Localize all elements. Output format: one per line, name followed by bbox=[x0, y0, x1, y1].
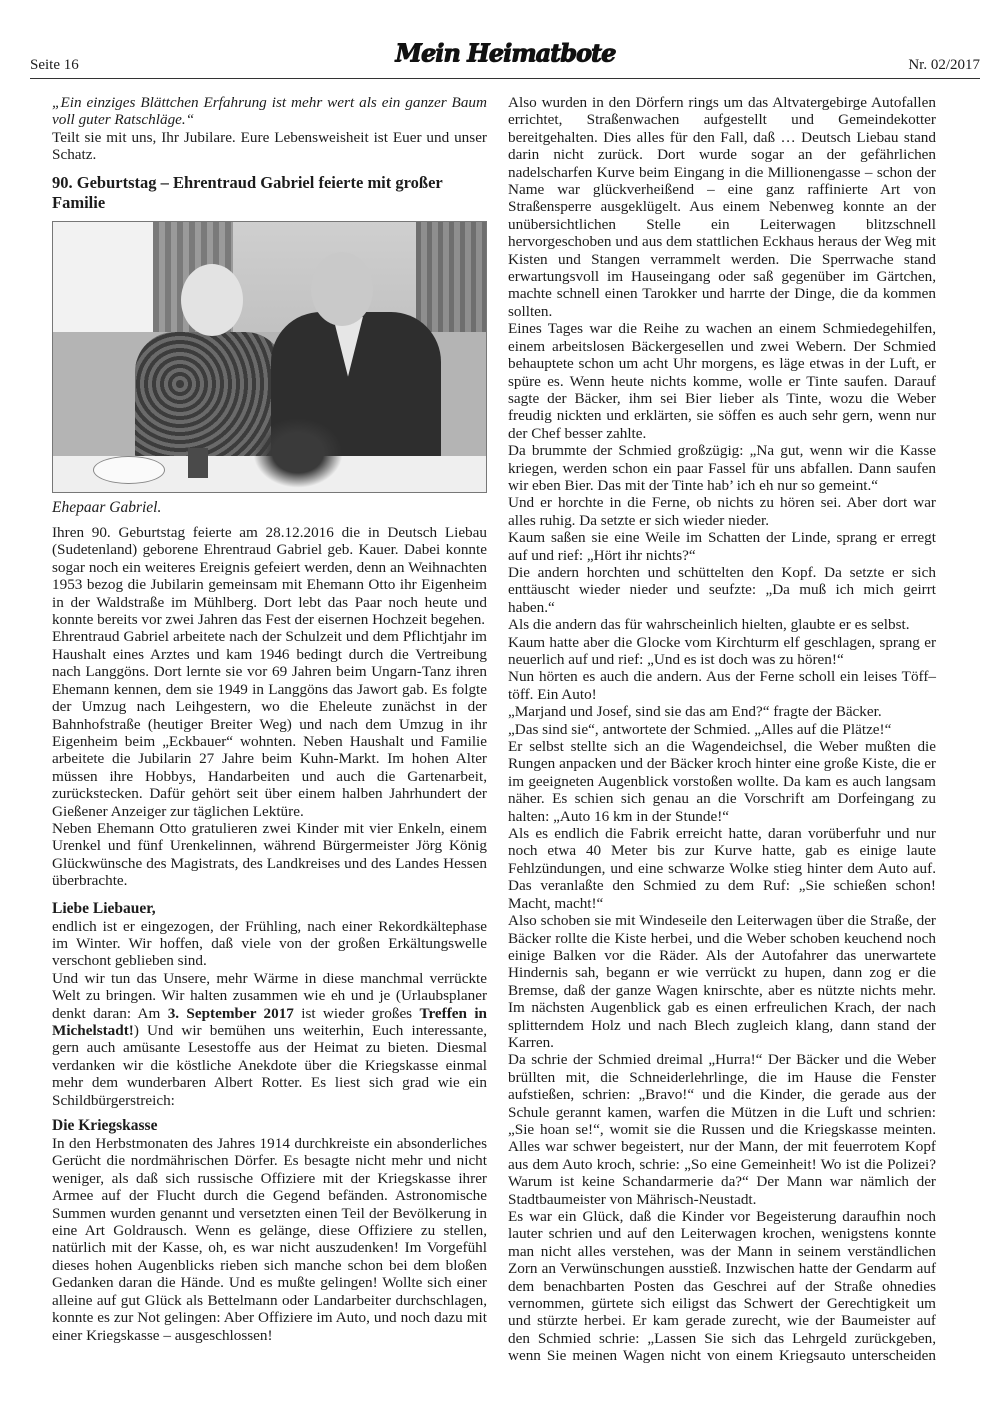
page-header bbox=[30, 40, 980, 78]
story-paragraph: Als die andern das für wahrscheinlich hielten, glaubte er es selbst. bbox=[508, 616, 910, 634]
article-paragraph: Ehrentraud Gabriel arbeitete nach der Schulzeit und dem Pflichtjahr im Haushalt eines Arztes und kam 1946 bedingt durch die Vertreibung nach Langgöns. Dort lernte sie vor 69 Jahren beim Ungarn-Tanz ihren Ehemann kennen, dem sie 1949 in Langgöns das Jawort gab. Es folgte der Umzug nach Leihgestern, wo die Eheleute zunächst in der Bahnhofstraße (heutiger Breiter Weg) und nach dem Umzug in ihr Eigenheim beim „Eckbauer“ wohnten. Neben Haushalt und Familie arbeitete die Jubilarin 27 Jahre beim Kuhn-Markt. Im hohen Alter müssen ihre Hobbys, Handarbeiten und auch die Gartenarbeit, zurückstecken. Dafür gehört seit über einem halben Jahrhundert der Gießener Anzeiger zur täglichen Lektüre. bbox=[52, 628, 487, 820]
left-column bbox=[52, 94, 487, 1344]
article-title: 90. Geburtstag – Ehrentraud Gabriel feierte mit großer Familie bbox=[52, 172, 443, 212]
photo-glass bbox=[188, 448, 208, 478]
story-paragraph: Und er horchte in die Ferne, ob nichts zu hören sei. Aber dort war alles ruhig. Da setzte er sich wieder nieder. bbox=[508, 494, 936, 529]
photo-man-head bbox=[311, 252, 373, 326]
event-date: 3. September 2017 bbox=[167, 1004, 294, 1022]
story-paragraph: Also schoben sie mit Windeseile den Leiterwagen über die Straße, der Bäcker rollte die Kiste herbei, und die Weber schoben keuchend noch einige Balken vor die Räder. Als der Autofahrer das unerwartete Hindernis sah, begann er wie verrückt zu hupen, dann zog er die Bremse, daß der ganze Wagen knirschte, aber es nützte nichts mehr. Im nächsten Augenblick gab es einen erfreulichen Krach, der nach splitterndem Holz und nach Blech zugleich klang, dann stand der Karren. bbox=[508, 912, 936, 1051]
story-paragraph: Als es endlich die Fabrik erreicht hatte, daran vorüberfuhr und nur noch etwa 40 Meter bis zur Kurve hatte, gab es einige laute Fehlzündungen, und eine schwarze Wolke stieg hinter dem Auto auf. Das veranlaßte den Schmied zu dem Ruf: „Sie schießen schon! Macht, macht!“ bbox=[508, 825, 936, 912]
couple-photo bbox=[52, 221, 487, 493]
greeting-paragraph: endlich ist er eingezogen, der Frühling, nach einer Rekordkältephase im Winter. Wir hoffen, daß viele von der großen Erkältungswelle verschont geblieben sind. bbox=[52, 917, 487, 970]
story-paragraph: Eines Tages war die Reihe zu wachen an einem Schmiedegehilfen, einem arbeitslosen Bäckergesellen und zwei Webern. Der Schmied behauptete schon um acht Uhr morgens, es läge etwas in der Luft, er spüre es. Wenn heute nichts komme, wolle er Tinte saufen. Darauf sagte der Bäcker, ihm sei Bier lieber als Tinte, wozu die Weber freudig nickten und erklärten, sie söffen es auch sehr gern, wenn nur der Chef besser zahlte. bbox=[508, 320, 936, 442]
story-paragraph: „Marjand und Josef, sind sie das am End?“ fragte der Bäcker. bbox=[508, 703, 882, 721]
story-paragraph: In den Herbstmonaten des Jahres 1914 durchkreiste ein absonderliches Gerücht die nordmährischen Dörfer. Es besagte nicht mehr und nicht weniger, als daß sich russische Offiziere mit der Kriegskasse ihrer Armee auf der Flucht durch die Gegend befänden. Astronomische Summen wurden genannt und versetzten einen Teil der Bevölkerung in eine Art Goldrausch. Wenn es gelänge, diese Offiziere zu stellen, natürlich mit der Kasse, oh, es war nicht auszudenken! Im Vorgefühl dieses hohen Augenblicks rieben sich manche schon bei dem bloßen Gedanken daran die Hände. Und es mußte gelingen! Wollte sich einer alleine auf gut Glück als Bettelmann oder Landarbeiter durchschlagen, konnte es zur Not gelingen: Aber Offiziere im Auto, und noch dazu mit einer Kriegskasse – ausgeschlossen! bbox=[52, 1135, 487, 1344]
story-title: Die Kriegskasse bbox=[52, 1117, 158, 1135]
story-paragraph: Er selbst stellte sich an die Wagendeichsel, die Weber mußten die Rungen anpacken und der Bäcker kroch hinter eine große Kiste, die er im geeigneten Augenblick vorstoßen wollte. Da kam es auch langsam näher. Es schien sich genau an die Vorschrift am Dorfeingang zu halten: „Auto 16 km in der Stunde!“ bbox=[508, 738, 936, 825]
quote: „Ein einziges Blättchen Erfahrung ist mehr wert als ein ganzer Baum voll guter Ratschläge.“ bbox=[52, 94, 487, 129]
photo-caption: Ehepaar Gabriel. bbox=[52, 498, 162, 516]
issue-number: Nr. 02/2017 bbox=[908, 57, 980, 73]
story-paragraph: „Das sind sie“, antwortete der Schmied. „Alles auf die Plätze!“ bbox=[508, 720, 892, 738]
article-paragraph: Neben Ehemann Otto gratulieren zwei Kinder mit vier Enkeln, einem Urenkel und fünf Urenkelinnen, während Bürgermeister Jörg König Glückwünsche des Magistrats, des Landkreises und des Landes Hessen überbrachte. bbox=[52, 819, 487, 890]
photo-plate bbox=[93, 456, 165, 484]
quote-follow-text: Teilt sie mit uns, Ihr Jubilare. Eure Lebensweisheit ist Euer und unser Schatz. bbox=[52, 128, 487, 164]
masthead-logo: Mein Heimatbote bbox=[395, 38, 615, 67]
photo-window bbox=[53, 222, 168, 332]
photo-plant bbox=[253, 418, 343, 488]
header-divider bbox=[30, 78, 980, 79]
story-paragraph: Kaum hatte aber die Glocke vom Kirchturm elf geschlagen, sprang er neuerlich auf und rief: „Und es ist doch was zu hören!“ bbox=[508, 633, 936, 668]
story-paragraph: Kaum saßen sie eine Weile im Schatten der Linde, sprang er erregt auf und rief: „Hört ihr nichts?“ bbox=[508, 529, 936, 564]
greeting-paragraph-2: Und wir tun das Unsere, mehr Wärme in diese manchmal verrückte Welt zu bringen. Wir halten zusammen wie eh und je (Urlaubsplaner denkt daran: Am 3. September 2017 ist wieder großes Treffen in Michelstadt!) Und wir bemühen uns weiterhin, Euch interessante, gern auch amüsante Lesestoffe aus der Heimat zu bieten. Diesmal verdanken wir die köstliche Anekdote über die Kriegskasse einmal mehr dem wunderbaren Albert Rotter. Es liest sich grad wie ein Schildbürgerstreich: bbox=[52, 969, 487, 1109]
greeting-title: Liebe Liebauer, bbox=[52, 899, 156, 917]
article-paragraph: Ihren 90. Geburtstag feierte am 28.12.2016 die in Deutsch Liebau (Sudetenland) geborene Ehrentraud Gabriel geb. Kauer. Dabei konnte sogar noch ein weiteres Ereignis gefeiert werden, denn an Weihnachten 1953 bezog die Jubilarin gemeinsam mit Ehemann Otto ihr Eigenheim in der Waldstraße im Mühlberg. Dort lebt das Paar noch heute und konnte bereits vor zwei Jahren das Fest der eisernen Hochzeit begehen. bbox=[52, 524, 487, 629]
right-column bbox=[508, 94, 936, 1365]
story-paragraph: Da schrie der Schmied dreimal „Hurra!“ Der Bäcker und die Weber brüllten mit, die Schneiderlehrlinge, die im Hause die Fenster aufstießen, schrien: „Bravo!“ und die Kinder, die gerade aus der Schule gerannt kamen, warfen die Mützen in die Luft und schrien: „Sie hoan se!“, womit sie die Russen und die Kriegskasse meinten. Alles war schwer begeistert, nur der Mann, der mit feuerrotem Kopf aus dem Auto kroch, schrie: „So eine Gemeinheit! Wo ist die Polizei? Warum ist keine Schandarmerie da?“ Der Mann war nämlich der Stadtbaumeister von Mährisch-Neustadt. bbox=[508, 1051, 936, 1208]
story-paragraph: Also wurden in den Dörfern rings um das Altvatergebirge Autofallen errichtet, Straßenwachen aufgestellt und Gemeindekotter bereitgehalten. Dies alles für den Fall, daß … Deutsch Liebau stand darin nicht zurück. Dort wurde sogar an der gefährlichen nadelscharfen Kurve beim Eingang in die Millionengasse – schon der Name war glückverheißend – eine ganz raffinierte Art von Straßensperre ausgeklügelt. Aus einem Nebenweg konnte an der unübersichtlichen Stelle ein Leiterwagen blitzschnell hervorgeschoben und aus dem stattlichen Eckhaus heraus der Weg mit Kisten und Stangen verrammelt werden. Die Sperrwache stand erwartungsvoll im Hauseingang oder saß gegenüber im Gärtchen, machte schnell einen Tarokker und harrte der Dinge, die da kommen sollten. bbox=[508, 94, 936, 320]
page-number: Seite 16 bbox=[30, 57, 79, 73]
story-paragraph: Da brummte der Schmied großzügig: „Na gut, wenn wir die Kasse kriegen, werden schon ein paar Fassel für uns abfallen. Dann saufen wir eben Bier. Das mit der Tinte hab’ ich eh nur so gemeint.“ bbox=[508, 442, 936, 494]
event-name: Treffen in Michelstadt! bbox=[52, 1004, 487, 1039]
story-paragraph: Die andern horchten und schüttelten den Kopf. Da setzte er sich enttäuscht wieder nieder und seufzte: „Da muß ich mich geirrt haben.“ bbox=[508, 563, 936, 616]
photo-woman-head bbox=[181, 264, 243, 336]
story-paragraph: Nun hörten es auch die andern. Aus der Ferne scholl ein leises Töff–töff. Ein Auto! bbox=[508, 668, 936, 703]
story-paragraph: Es war ein Glück, daß die Kinder vor Begeisterung daraufhin noch lauter schrien und auf den Leiterwagen krochen, wenigstens konnte man nicht alles verstehen, was der Mann in seinem verständlichen Zorn an Verwünschungen ausstieß. Inzwischen hatte der Gendarm auf dem benachbarten Posten das Geschrei auf der Straße ohnedies vernommen, gürtete sich eiligst das Schwert der Gerechtigkeit um und stürzte herbei. Er kam gerade zurecht, wie der Baumeister auf den Schmied schrie: „Lassen Sie sich das Lehrgeld zurückgeben, wenn Sie meinen Wagen nicht von einem Kriegsauto unterscheiden bbox=[508, 1208, 936, 1365]
